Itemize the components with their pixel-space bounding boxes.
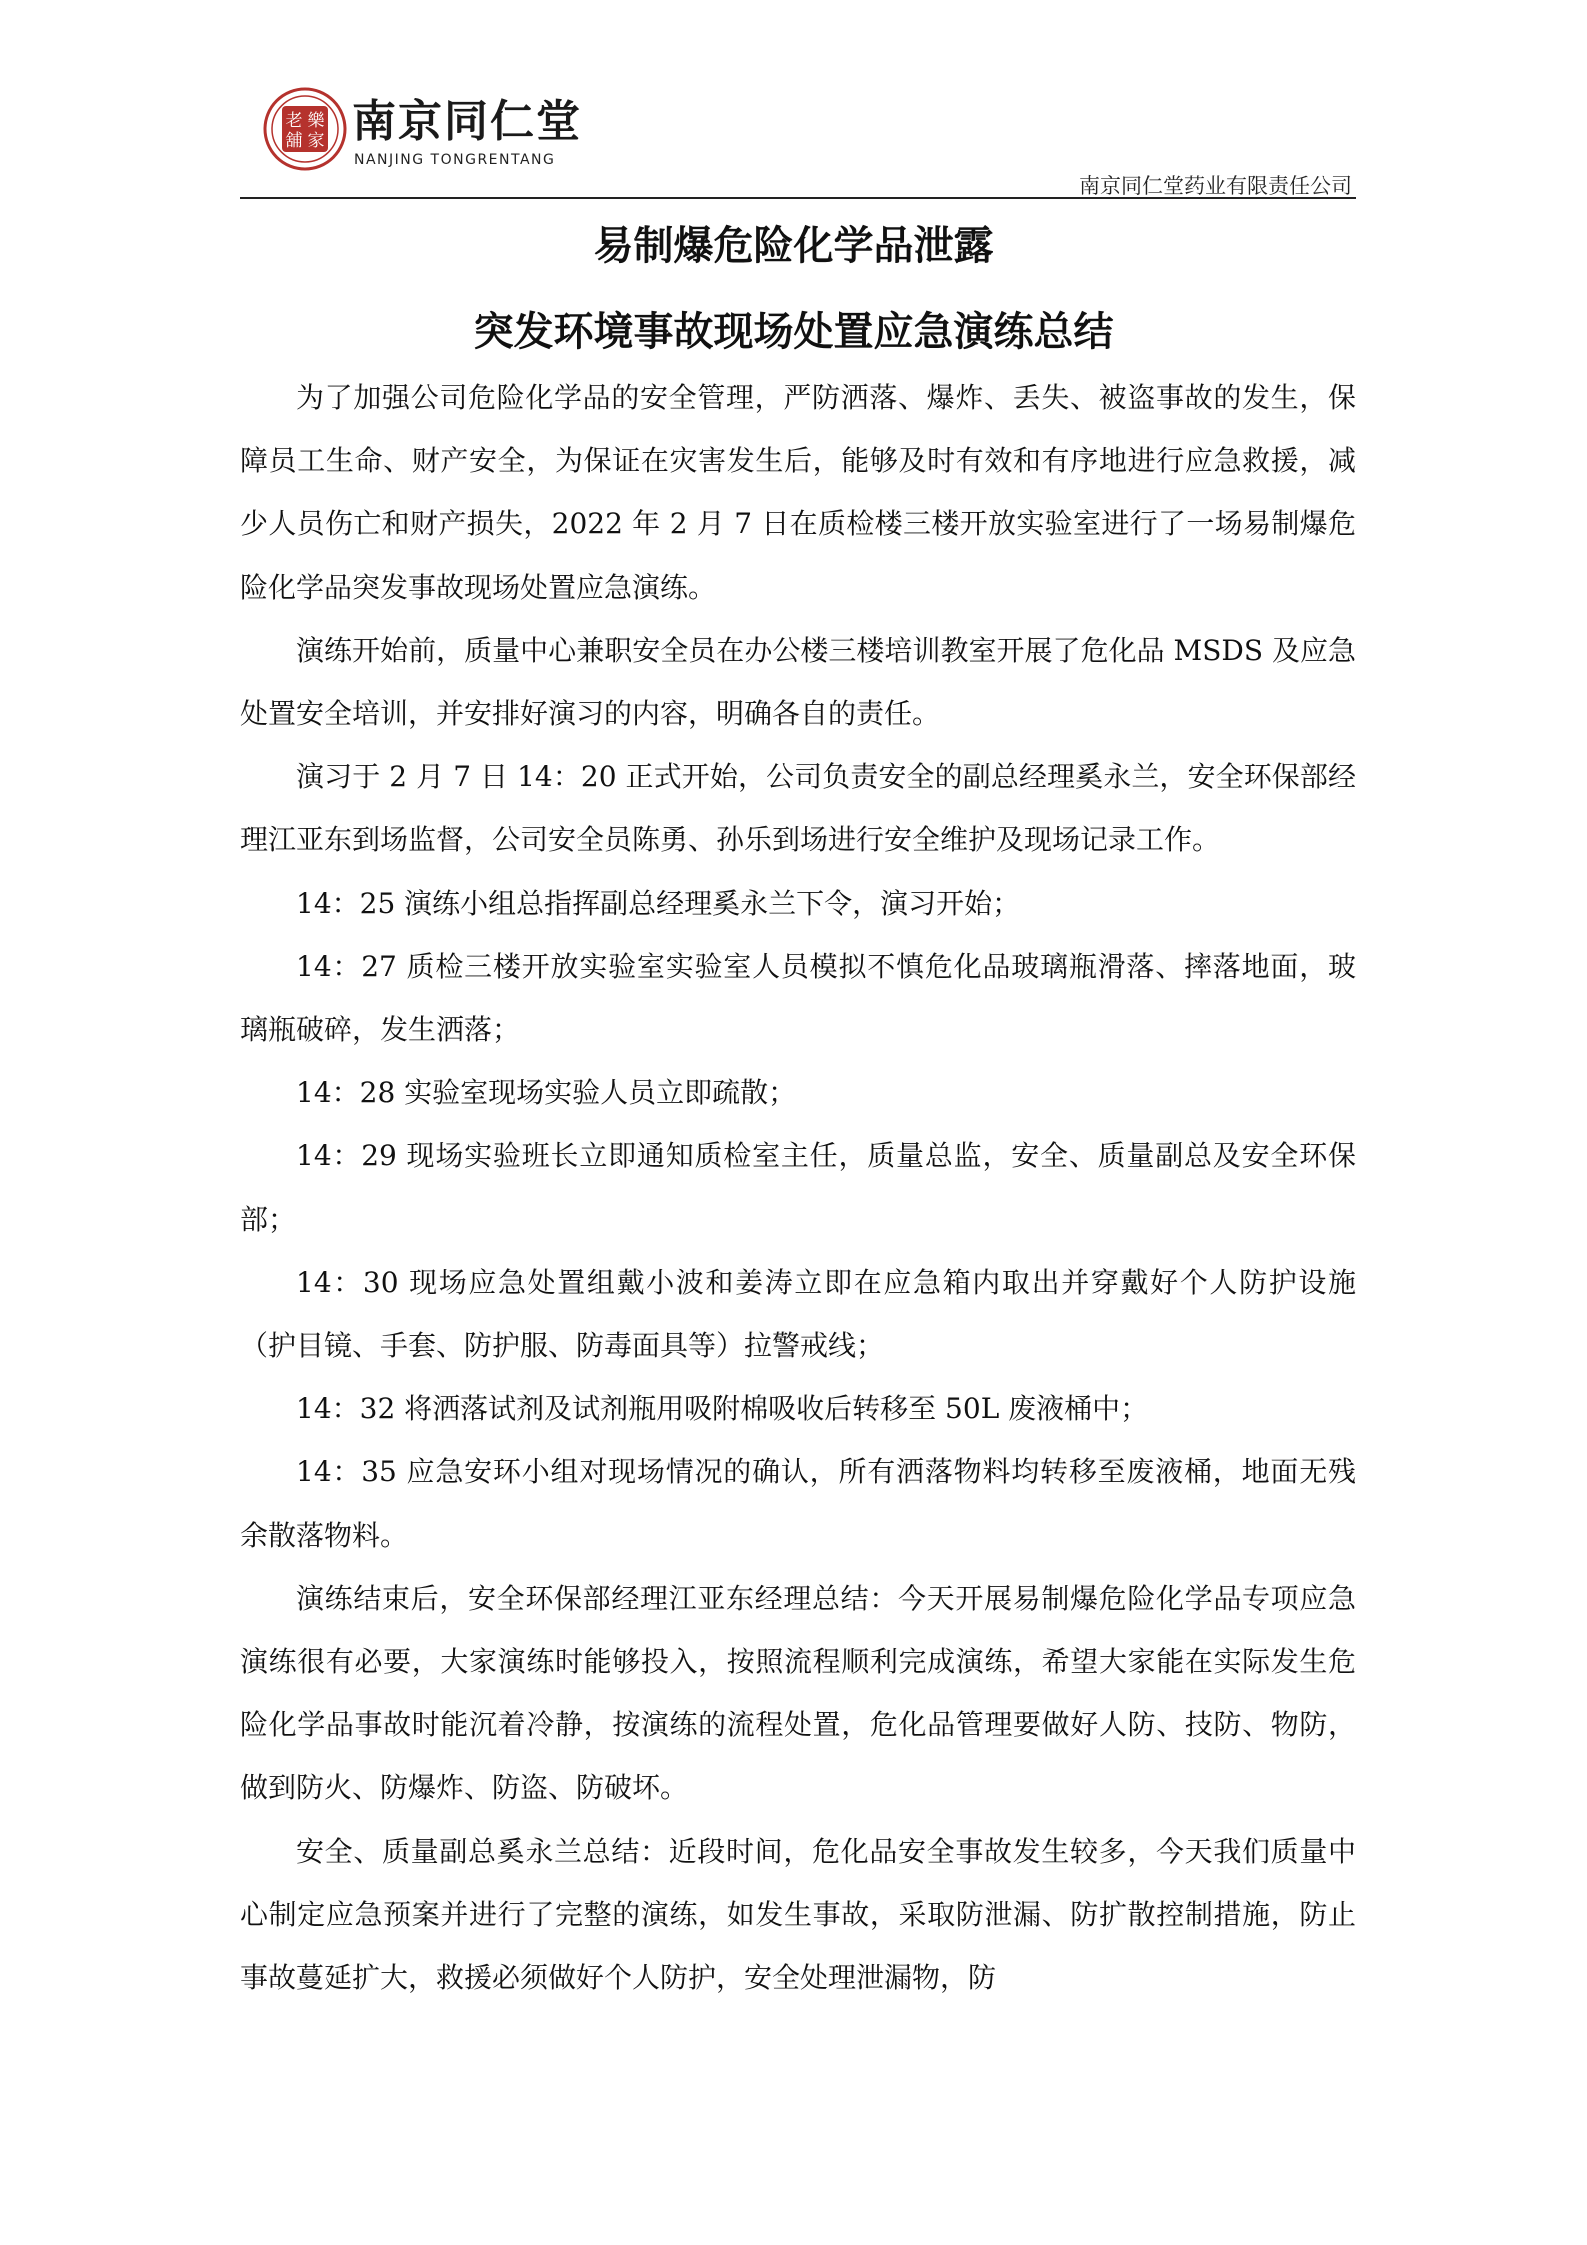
brand-name-cn: 南京同仁堂 [352,96,582,147]
paragraph: 14：35 应急安环小组对现场情况的确认，所有洒落物料均转移至废液桶，地面无残余散落物料。 [240,1455,1356,1552]
page-header [240,70,1356,200]
document-title-line-1: 易制爆危险化学品泄露 [593,223,994,269]
paragraph: 14：32 将洒落试剂及试剂瓶用吸附棉吸收后转移至 50L 废液桶中； [296,1392,1149,1426]
header-divider [240,197,1356,199]
company-name: 南京同仁堂药业有限责任公司 [1079,174,1352,198]
company-seal-logo [262,86,348,172]
paragraph: 演练开始前，质量中心兼职安全员在办公楼三楼培训教室开展了危化品 MSDS 及应急处置安全培训，并安排好演习的内容，明确各自的责任。 [240,633,1356,731]
paragraph: 14：27 质检三楼开放实验室实验室人员模拟不慎危化品玻璃瓶滑落、摔落地面，玻璃瓶破碎，发生洒落； [240,949,1356,1047]
paragraph: 14：29 现场实验班长立即通知质检室主任，质量总监，安全、质量副总及安全环保部； [240,1139,1356,1236]
paragraph: 演练结束后，安全环保部经理江亚东经理总结：今天开展易制爆危险化学品专项应急演练很有必要，大家演练时能够投入，按照流程顺利完成演练，希望大家能在实际发生危险化学品事故时能沉着冷静，按演练的流程处置，危化品管理要做好人防、技防、物防，做到防火、防爆炸、防盗、防破坏。 [240,1581,1356,1805]
brand-name-en: NANJING TONGRENTANG [354,152,556,168]
svg-text:家: 家 [307,131,325,151]
document-title-line-2: 突发环境事故现场处置应急演练总结 [473,309,1114,355]
paragraph: 14：30 现场应急处置组戴小波和姜涛立即在应急箱内取出并穿戴好个人防护设施（护目镜、手套、防护服、防毒面具等）拉警戒线； [240,1265,1356,1363]
document-body [240,366,1356,2009]
paragraph: 14：25 演练小组总指挥副总经理奚永兰下令，演习开始； [296,886,1021,920]
svg-text:老: 老 [285,111,303,131]
paragraph: 安全、质量副总奚永兰总结：近段时间，危化品安全事故发生较多，今天我们质量中心制定应急预案并进行了完整的演练，如发生事故，采取防泄漏、防扩散控制措施，防止事故蔓延扩大，救援必须做好个人防护，安全处理泄漏物，防 [240,1834,1356,1995]
paragraph: 演习于 2 月 7 日 14：20 正式开始，公司负责安全的副总经理奚永兰，安全环保部经理江亚东到场监督，公司安全员陈勇、孙乐到场进行安全维护及现场记录工作。 [240,760,1356,857]
paragraph: 14：28 实验室现场实验人员立即疏散； [296,1076,797,1110]
paragraph: 为了加强公司危险化学品的安全管理，严防洒落、爆炸、丢失、被盗事故的发生，保障员工生命、财产安全，为保证在灾害发生后，能够及时有效和有序地进行应急救援，减少人员伤亡和财产损失，2022 年 2 月 7 日在质检楼三楼开放实验室进行了一场易制爆危险化学品突发事故现场处置应急演练。 [240,381,1356,604]
svg-text:樂: 樂 [307,111,325,131]
svg-text:舖: 舖 [285,131,303,151]
